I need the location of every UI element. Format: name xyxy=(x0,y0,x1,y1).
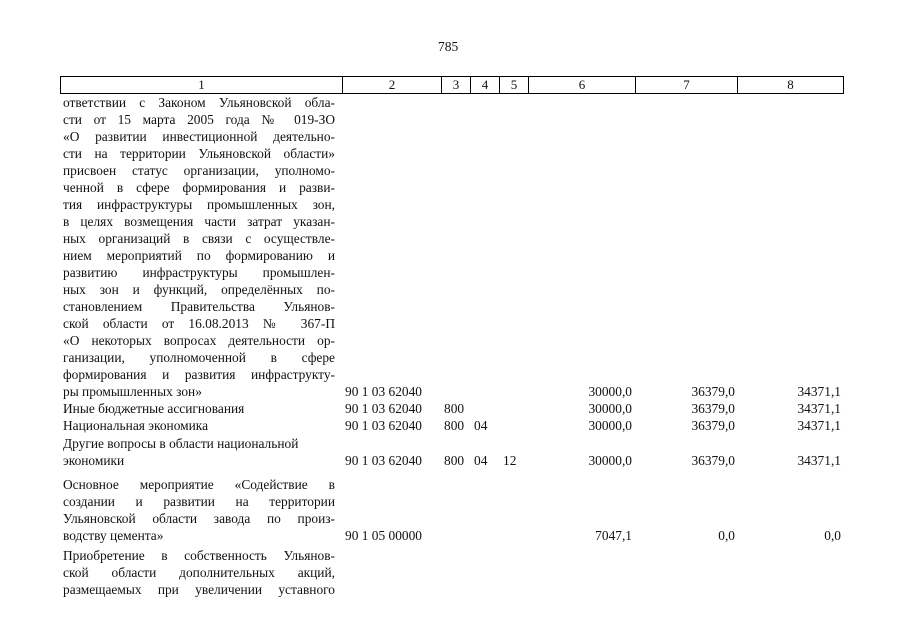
cell-value-6: 7047,1 xyxy=(595,528,632,543)
text-line: создании и развитии на территории xyxy=(63,494,335,509)
col-header-4: 4 xyxy=(471,77,500,94)
cell-code: 90 1 03 62040 xyxy=(345,453,422,468)
text-line: Ульяновской области завода по произ- xyxy=(63,511,335,526)
text-line: Приобретение в собственность Ульянов- xyxy=(63,548,335,563)
cell-value-8: 0,0 xyxy=(824,528,841,543)
text-line: ных организаций в связи с осуществле- xyxy=(63,231,335,246)
row-label: экономики xyxy=(63,453,125,468)
cell-code: 90 1 03 62040 xyxy=(345,384,422,399)
text-line: ры промышленных зон» xyxy=(63,384,202,399)
col-header-8: 8 xyxy=(738,77,844,94)
col-header-5: 5 xyxy=(500,77,529,94)
cell-3: 800 xyxy=(444,418,465,433)
text-line: ской области дополнительных акций, xyxy=(63,565,335,580)
cell-value-8: 34371,1 xyxy=(797,418,841,433)
col-header-6: 6 xyxy=(529,77,636,94)
row-label: Другие вопросы в области национальной xyxy=(63,436,299,451)
cell-value-7: 36379,0 xyxy=(691,418,735,433)
col-header-3: 3 xyxy=(442,77,471,94)
table-row xyxy=(0,383,905,400)
cell-3: 800 xyxy=(444,453,465,468)
text-line: сти на территории Ульяновской области» xyxy=(63,146,335,161)
cell-value-7: 36379,0 xyxy=(691,453,735,468)
cell-value-8: 34371,1 xyxy=(797,401,841,416)
text-line: Основное мероприятие «Содействие в xyxy=(63,477,335,492)
table-row xyxy=(0,452,905,469)
cell-value-6: 30000,0 xyxy=(588,418,632,433)
cell-code: 90 1 03 62040 xyxy=(345,401,422,416)
col-header-2: 2 xyxy=(343,77,442,94)
cell-value-7: 36379,0 xyxy=(691,401,735,416)
text-line: формирования и развития инфраструкту- xyxy=(63,367,335,382)
text-line: ответствии с Законом Ульяновской обла- xyxy=(63,95,335,110)
cell-value-8: 34371,1 xyxy=(797,453,841,468)
row-label: Национальная экономика xyxy=(63,418,209,433)
text-line: «О развитии инвестиционной деятельно- xyxy=(63,129,335,144)
column-header-row xyxy=(60,76,844,94)
text-line: тия инфраструктуры промышленных зон, xyxy=(63,197,335,212)
table-row xyxy=(0,417,905,434)
text-line: в целях возмещения части затрат указан- xyxy=(63,214,335,229)
col-header-7: 7 xyxy=(636,77,738,94)
table-row xyxy=(0,527,905,544)
cell-value-7: 36379,0 xyxy=(691,384,735,399)
table-row xyxy=(0,400,905,417)
text-line: ской области от 16.08.2013 № 367-П xyxy=(63,316,335,331)
text-line: ченной в сфере формирования и разви- xyxy=(63,180,335,195)
cell-4: 04 xyxy=(474,453,488,468)
text-line: нием мероприятий по формированию и xyxy=(63,248,335,263)
cell-value-7: 0,0 xyxy=(718,528,735,543)
text-line: ных зон и функций, определённых по- xyxy=(63,282,335,297)
page-number: 785 xyxy=(438,39,459,54)
cell-4: 04 xyxy=(474,418,488,433)
text-line: становлением Правительства Ульянов- xyxy=(63,299,335,314)
text-line: сти от 15 марта 2005 года № 019-ЗО xyxy=(63,112,335,127)
text-line: «О некоторых вопросах деятельности ор- xyxy=(63,333,335,348)
text-line: ганизации, уполномоченной в сфере xyxy=(63,350,335,365)
row-label: Иные бюджетные ассигнования xyxy=(63,401,245,416)
text-line: развитию инфраструктуры промышлен- xyxy=(63,265,335,280)
cell-value-8: 34371,1 xyxy=(797,384,841,399)
col-header-1: 1 xyxy=(61,77,343,94)
text-line: водству цемента» xyxy=(63,528,164,543)
text-line: присвоен статус организации, уполномо- xyxy=(63,163,335,178)
cell-value-6: 30000,0 xyxy=(588,453,632,468)
cell-value-6: 30000,0 xyxy=(588,384,632,399)
cell-value-6: 30000,0 xyxy=(588,401,632,416)
cell-code: 90 1 05 00000 xyxy=(345,528,422,543)
cell-5: 12 xyxy=(503,453,517,468)
text-line: размещаемых при увеличении уставного xyxy=(63,582,335,597)
cell-3: 800 xyxy=(444,401,465,416)
cell-code: 90 1 03 62040 xyxy=(345,418,422,433)
